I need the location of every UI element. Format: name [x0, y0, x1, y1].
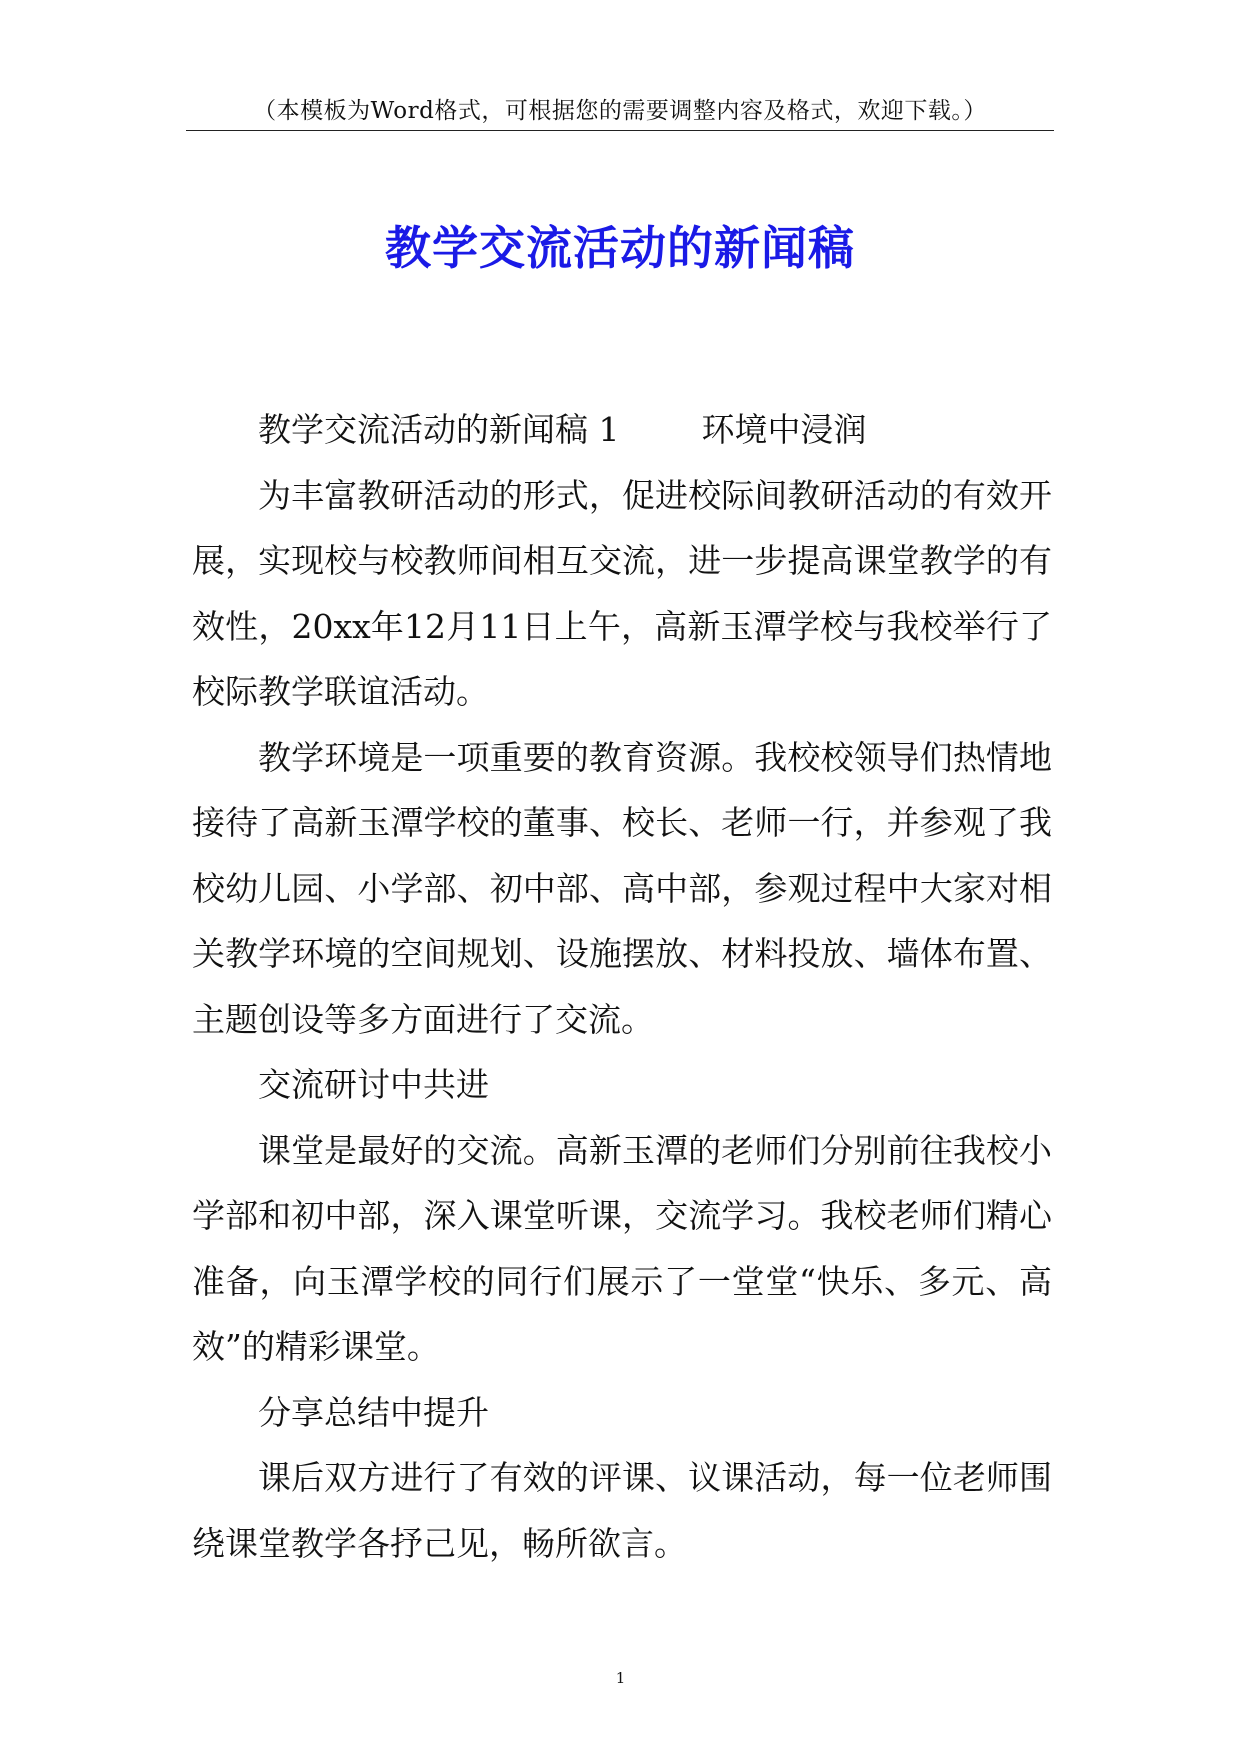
subheading-environment: 环境中浸润	[701, 410, 867, 449]
document-body	[192, 397, 1052, 1576]
template-notice: （本模板为Word格式，可根据您的需要调整内容及格式，欢迎下载。）	[253, 98, 987, 124]
header-divider	[186, 130, 1054, 131]
subheading-summary: 分享总结中提升	[258, 1392, 489, 1432]
subheading-discussion: 交流研讨中共进	[258, 1065, 489, 1104]
document-title: 教学交流活动的新闻稿	[385, 221, 855, 275]
page-number: 1	[615, 1669, 626, 1687]
paragraph-classroom: 课堂是最好的交流。高新玉潭的老师们分别前往我校小学部和初中部，深入课堂听课，交流学习。我校老师们精心准备，向玉潭学校的同行们展示了一堂堂“快乐、多元、高效”的精彩课堂。	[192, 1130, 1052, 1366]
paragraph-review: 课后双方进行了有效的评课、议课活动，每一位老师围绕课堂教学各抒己见，畅所欲言。	[192, 1458, 1052, 1563]
section-heading-line	[192, 397, 1052, 463]
paragraph-intro: 为丰富教研活动的形式，促进校际间教研活动的有效开展，实现校与校教师间相互交流，进一步提高课堂教学的有效性，20xx年12月11日上午，高新玉潭学校与我校举行了校际教学联谊活动。	[192, 475, 1052, 711]
paragraph-environment: 教学环境是一项重要的教育资源。我校校领导们热情地接待了高新玉潭学校的董事、校长、老师一行，并参观了我校幼儿园、小学部、初中部、高中部，参观过程中大家对相关教学环境的空间规划、设施摆放、材料投放、墙体布置、主题创设等多方面进行了交流。	[192, 737, 1052, 1039]
article-heading: 教学交流活动的新闻稿 1	[258, 410, 620, 449]
